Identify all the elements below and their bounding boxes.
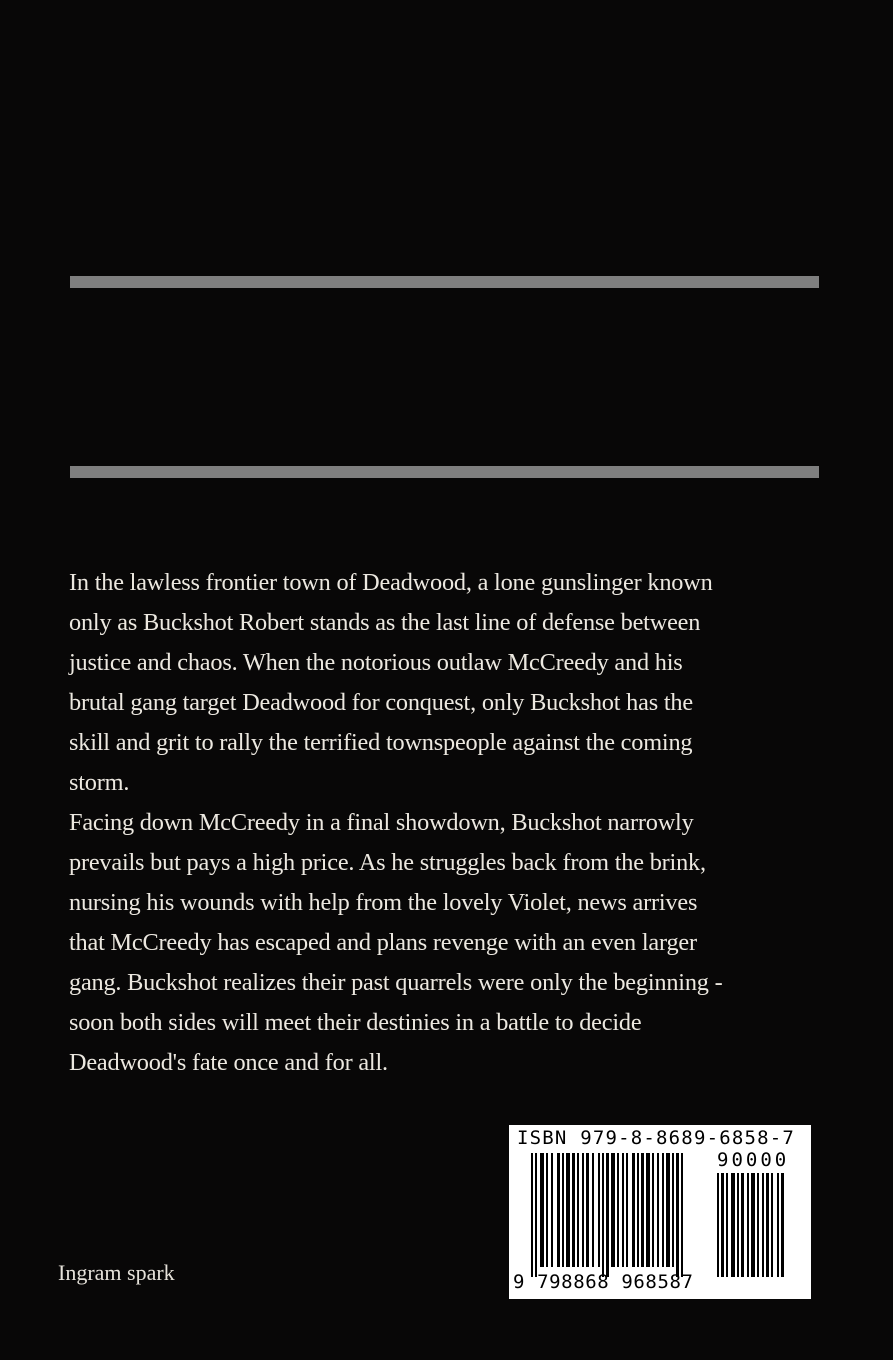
barcode-bar — [637, 1153, 639, 1267]
barcode-bar — [762, 1173, 764, 1277]
addon-barcode-icon — [717, 1173, 803, 1277]
barcode-bar — [577, 1153, 579, 1267]
barcode-bar — [657, 1153, 659, 1267]
barcode-bar — [726, 1173, 728, 1277]
barcode-bar — [566, 1153, 570, 1267]
barcode-bar — [602, 1153, 604, 1277]
barcode-digits: 9 798868 968587 — [513, 1271, 694, 1293]
barcode-bar — [611, 1153, 615, 1267]
blurb-line: skill and grit to rally the terrified townspeople against the coming — [69, 729, 693, 756]
barcode-bar — [737, 1173, 739, 1277]
price-code: 90000 — [717, 1149, 790, 1171]
barcode-bar — [781, 1173, 784, 1277]
blurb-line: storm. — [69, 769, 130, 796]
blurb-line: prevails but pays a high price. As he struggles back from the brink, — [69, 849, 706, 876]
barcode-bar — [741, 1173, 744, 1277]
barcode-bar — [562, 1153, 564, 1267]
blurb-line: justice and chaos. When the notorious outlaw McCreedy and his — [69, 649, 683, 676]
barcode-bar — [757, 1173, 759, 1277]
barcode-bar — [540, 1153, 544, 1267]
barcode-bar — [582, 1153, 584, 1267]
isbn-barcode-box — [509, 1125, 811, 1299]
barcode-bar — [572, 1153, 575, 1267]
barcode-bar — [676, 1153, 679, 1277]
blurb-line: brutal gang target Deadwood for conquest, only Buckshot has the — [69, 689, 693, 716]
barcode-bar — [586, 1153, 589, 1267]
barcode-bar — [592, 1153, 594, 1267]
blurb-line: that McCreedy has escaped and plans revenge with an even larger — [69, 929, 697, 956]
barcode-bar — [535, 1153, 537, 1277]
blurb-line: In the lawless frontier town of Deadwood, a lone gunslinger known — [69, 569, 713, 596]
barcode-bar — [731, 1173, 735, 1277]
barcode-bar — [652, 1153, 654, 1267]
barcode-bar — [666, 1153, 670, 1267]
barcode-bar — [662, 1153, 664, 1267]
barcode-bar — [531, 1153, 533, 1277]
barcode-bar — [721, 1173, 724, 1277]
barcode-bar — [641, 1153, 644, 1267]
barcode-bar — [551, 1153, 553, 1267]
blurb-line: gang. Buckshot realizes their past quarrels were only the beginning - — [69, 969, 723, 996]
barcode-bar — [557, 1153, 560, 1267]
barcode-bar — [747, 1173, 749, 1277]
barcode-bar — [717, 1173, 719, 1277]
barcode-bar — [771, 1173, 773, 1277]
publisher-name: Ingram spark — [58, 1260, 175, 1285]
blurb-line: Facing down McCreedy in a final showdown, Buckshot narrowly — [69, 809, 694, 836]
barcode-bar — [766, 1173, 769, 1277]
barcode-bar — [606, 1153, 609, 1277]
barcode-bar — [751, 1173, 755, 1277]
isbn-label: ISBN 979-8-8689-6858-7 — [517, 1127, 796, 1149]
barcode-bar — [672, 1153, 674, 1267]
barcode-bar — [632, 1153, 635, 1267]
blurb-line: soon both sides will meet their destinies in a battle to decide — [69, 1009, 642, 1036]
bottom-divider-rule — [70, 466, 819, 478]
barcode-bar — [626, 1153, 628, 1267]
barcode-bar — [617, 1153, 619, 1267]
barcode-bar — [681, 1153, 683, 1277]
blurb-line: only as Buckshot Robert stands as the last line of defense between — [69, 609, 701, 636]
top-divider-rule — [70, 276, 819, 288]
barcode-bar — [546, 1153, 548, 1267]
barcode-bar — [598, 1153, 600, 1267]
back-cover-blurb — [69, 563, 834, 1083]
barcode-bar — [777, 1173, 779, 1277]
barcode-bar — [646, 1153, 650, 1267]
blurb-line: Deadwood's fate once and for all. — [69, 1049, 388, 1076]
blurb-line: nursing his wounds with help from the lovely Violet, news arrives — [69, 889, 698, 916]
ean-barcode-icon — [531, 1153, 707, 1277]
barcode-bar — [622, 1153, 624, 1267]
